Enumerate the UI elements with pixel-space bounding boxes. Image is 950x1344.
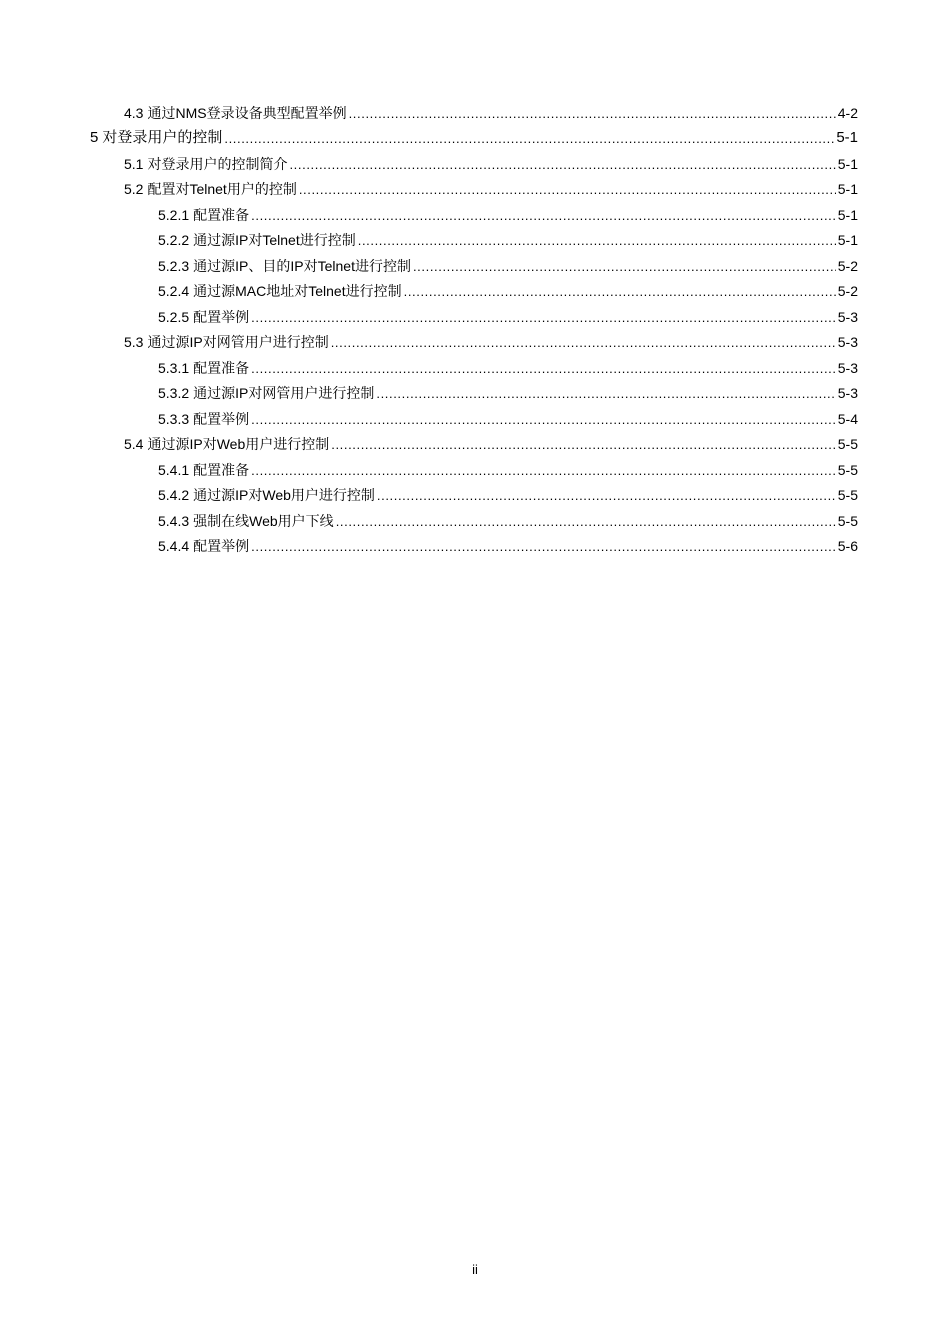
toc-entry-5-4-2[interactable] [90,483,858,509]
toc-entry-title: 配置对Telnet用户的控制 [147,181,297,198]
toc-entry-title: 配置准备 [193,359,250,376]
toc-entry-page: 5-1 [837,206,858,223]
toc-entry-number: 5.4.4 [158,538,190,555]
toc-entry-title: 通过源MAC地址对Telnet进行控制 [193,283,402,300]
toc-entry-number: 4.3 [124,104,144,121]
dot-leader [404,282,836,300]
toc-entry-title: 通过源IP对网管用户进行控制 [193,385,375,402]
toc-entry-page: 5-3 [837,334,858,351]
toc-entry-number: 5.2.1 [158,206,190,223]
toc-entry-number: 5.3.1 [158,359,190,376]
toc-entry-5-4-1[interactable] [90,457,858,483]
toc-entry-page: 5-1 [837,181,858,198]
toc-entry-title: 通过源IP对网管用户进行控制 [147,334,329,351]
toc-entry-title: 通过NMS登录设备典型配置举例 [147,104,347,121]
toc-entry-number: 5.2.2 [158,232,190,249]
toc-entry-page: 4-2 [837,104,858,121]
toc-entry-number: 5.2.3 [158,257,190,274]
toc-entry-number: 5.1 [124,155,144,172]
dot-leader [358,231,836,249]
toc-entry-title: 通过源IP对Web用户进行控制 [147,436,330,453]
dot-leader [251,308,836,326]
toc-entry-number: 5.4.1 [158,461,190,478]
toc-entry-title: 配置准备 [193,461,250,478]
toc-entry-page: 5-5 [837,461,858,478]
toc-entry-number: 5.2.5 [158,308,190,325]
toc-entry-page: 5-4 [837,410,858,427]
dot-leader [251,359,836,377]
toc-entry-number: 5.3 [124,334,144,351]
toc-entry-page: 5-5 [837,512,858,529]
dot-leader [376,384,835,402]
toc-entry-5-4[interactable] [90,432,858,458]
toc-entry-page: 5-6 [837,538,858,555]
toc-entry-number: 5.4 [124,436,144,453]
toc-entry-number: 5.3.3 [158,410,190,427]
toc-entry-page: 5-2 [837,283,858,300]
toc-entry-5-4-3[interactable] [90,508,858,534]
toc-entry-5-4-4[interactable] [90,534,858,560]
dot-leader [251,537,836,555]
dot-leader [251,410,836,428]
toc-entry-5-3-2[interactable] [90,381,858,407]
toc-entry-page: 5-1 [837,232,858,249]
toc-entry-5-2-4[interactable] [90,279,858,305]
dot-leader [251,206,836,224]
dot-leader [224,129,834,147]
toc-entry-5-2-3[interactable] [90,253,858,279]
toc-entry-page: 5-3 [837,385,858,402]
toc-entry-title: 对登录用户的控制 [102,129,223,147]
toc-entry-page: 5-5 [837,487,858,504]
toc-entry-5-1[interactable] [90,151,858,177]
toc-entry-title: 强制在线Web用户下线 [193,512,334,529]
toc-entry-number: 5.2 [124,181,144,198]
dot-leader [289,155,835,173]
toc-entry-page: 5-2 [837,257,858,274]
dot-leader [251,461,836,479]
toc-entry-5-3-3[interactable] [90,406,858,432]
toc-entry-5-2-2[interactable] [90,228,858,254]
toc-entry-title: 通过源IP对Telnet进行控制 [193,232,356,249]
dot-leader [377,486,836,504]
toc-entry-5-3[interactable] [90,330,858,356]
dot-leader [336,512,836,530]
toc-entry-number: 5 [90,129,99,147]
toc-entry-page: 5-1 [837,155,858,172]
toc-entry-number: 5.3.2 [158,385,190,402]
toc-entry-5[interactable] [90,126,858,152]
toc-entry-number: 5.4.2 [158,487,190,504]
toc-entry-page: 5-3 [837,359,858,376]
toc-entry-5-3-1[interactable] [90,355,858,381]
dot-leader [349,104,836,122]
toc-entry-page: 5-5 [837,436,858,453]
dot-leader [299,180,836,198]
toc-entry-5-2[interactable] [90,177,858,203]
toc-entry-title: 对登录用户的控制简介 [147,155,288,172]
dot-leader [331,435,836,453]
toc-entry-5-2-1[interactable] [90,202,858,228]
dot-leader [413,257,836,275]
toc-entry-page: 5-3 [837,308,858,325]
toc-entry-title: 配置准备 [193,206,250,223]
table-of-contents [90,100,858,559]
toc-entry-4-3[interactable] [90,100,858,126]
toc-entry-number: 5.4.3 [158,512,190,529]
toc-entry-5-2-5[interactable] [90,304,858,330]
toc-entry-title: 通过源IP对Web用户进行控制 [193,487,375,504]
page-number: ii [472,1262,478,1277]
toc-entry-title: 配置举例 [193,410,250,427]
toc-entry-title: 配置举例 [193,538,250,555]
toc-entry-title: 配置举例 [193,308,250,325]
toc-entry-number: 5.2.4 [158,283,190,300]
toc-entry-title: 通过源IP、目的IP对Telnet进行控制 [193,257,411,274]
dot-leader [331,333,836,351]
toc-entry-page: 5-1 [836,129,858,147]
